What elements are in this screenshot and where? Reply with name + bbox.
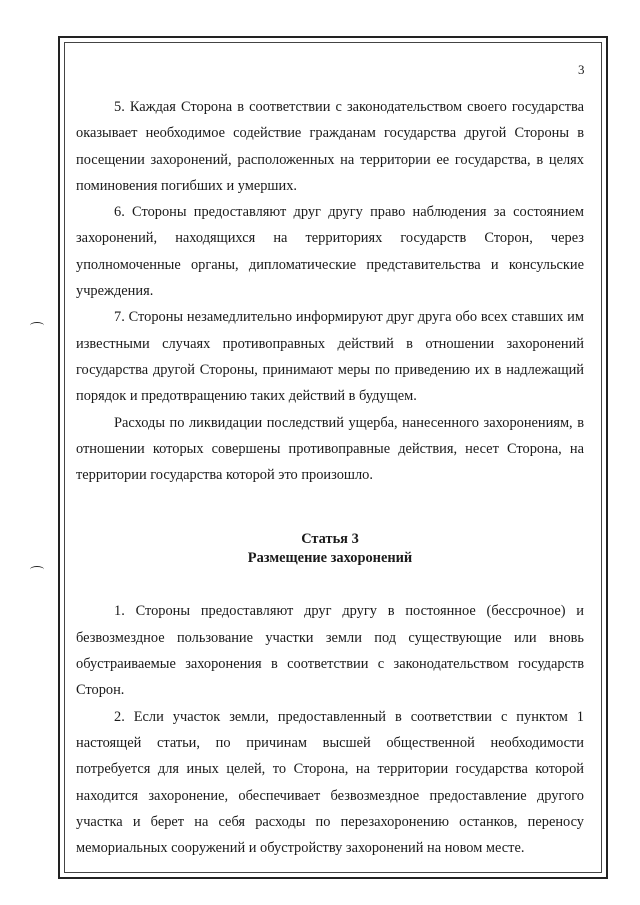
paragraph-item-6: 6. Стороны предоставляют друг другу право наблюдения за состоянием захоронений, находящихся на территориях государств Сторон, через уполномоченные органы, дипломатические представительства и консульские учреждения.: [76, 204, 584, 300]
document-body: [76, 94, 584, 861]
article3-paragraph-1: 1. Стороны предоставляют друг другу в постоянное (бессрочное) и безвозмездное пользование участки земли под существующие или вновь обустраиваемые захоронения в соответствии с законодательством государств Сторон.: [76, 603, 584, 699]
paragraph-expenses: Расходы по ликвидации последствий ущерба, нанесенного захоронениям, в отношении которых совершены противоправные действия, несет Сторона, на территории государства которой это произошло.: [76, 414, 584, 484]
article-number: Статья 3: [301, 531, 359, 548]
article3-paragraph-2: 2. Если участок земли, предоставленный в соответствии с пунктом 1 настоящей статьи, по причинам высшей общественной необходимости потребуется для иных целей, то Сторона, на территории государства которой находится захоронение, обеспечивает безвозмездное предоставление другого участка и берет на себя расходы по перезахоронению останков, переносу мемориальных сооружений и обустройству захоронений на новом месте.: [76, 708, 584, 857]
page-number: 3: [578, 62, 585, 77]
paragraph-item-5: 5. Каждая Сторона в соответствии с законодательством своего государства оказывает необходимое содействие гражданам государства другой Стороны в посещении захоронений, расположенных на территории ее государства, в целях поминовения погибших и умерших.: [76, 99, 584, 194]
margin-punch-mark: [30, 322, 44, 329]
article-heading: [76, 530, 584, 568]
paragraph-item-7: 7. Стороны незамедлительно информируют друг друга обо всех ставших им известными случаях противоправных действий в отношении захоронений государства другой Стороны, принимают меры по приведению их в надлежащий порядок и предотвращению таких действий в будущем.: [76, 309, 584, 405]
margin-punch-mark: [30, 566, 44, 573]
article-title: Размещение захоронений: [247, 550, 413, 567]
